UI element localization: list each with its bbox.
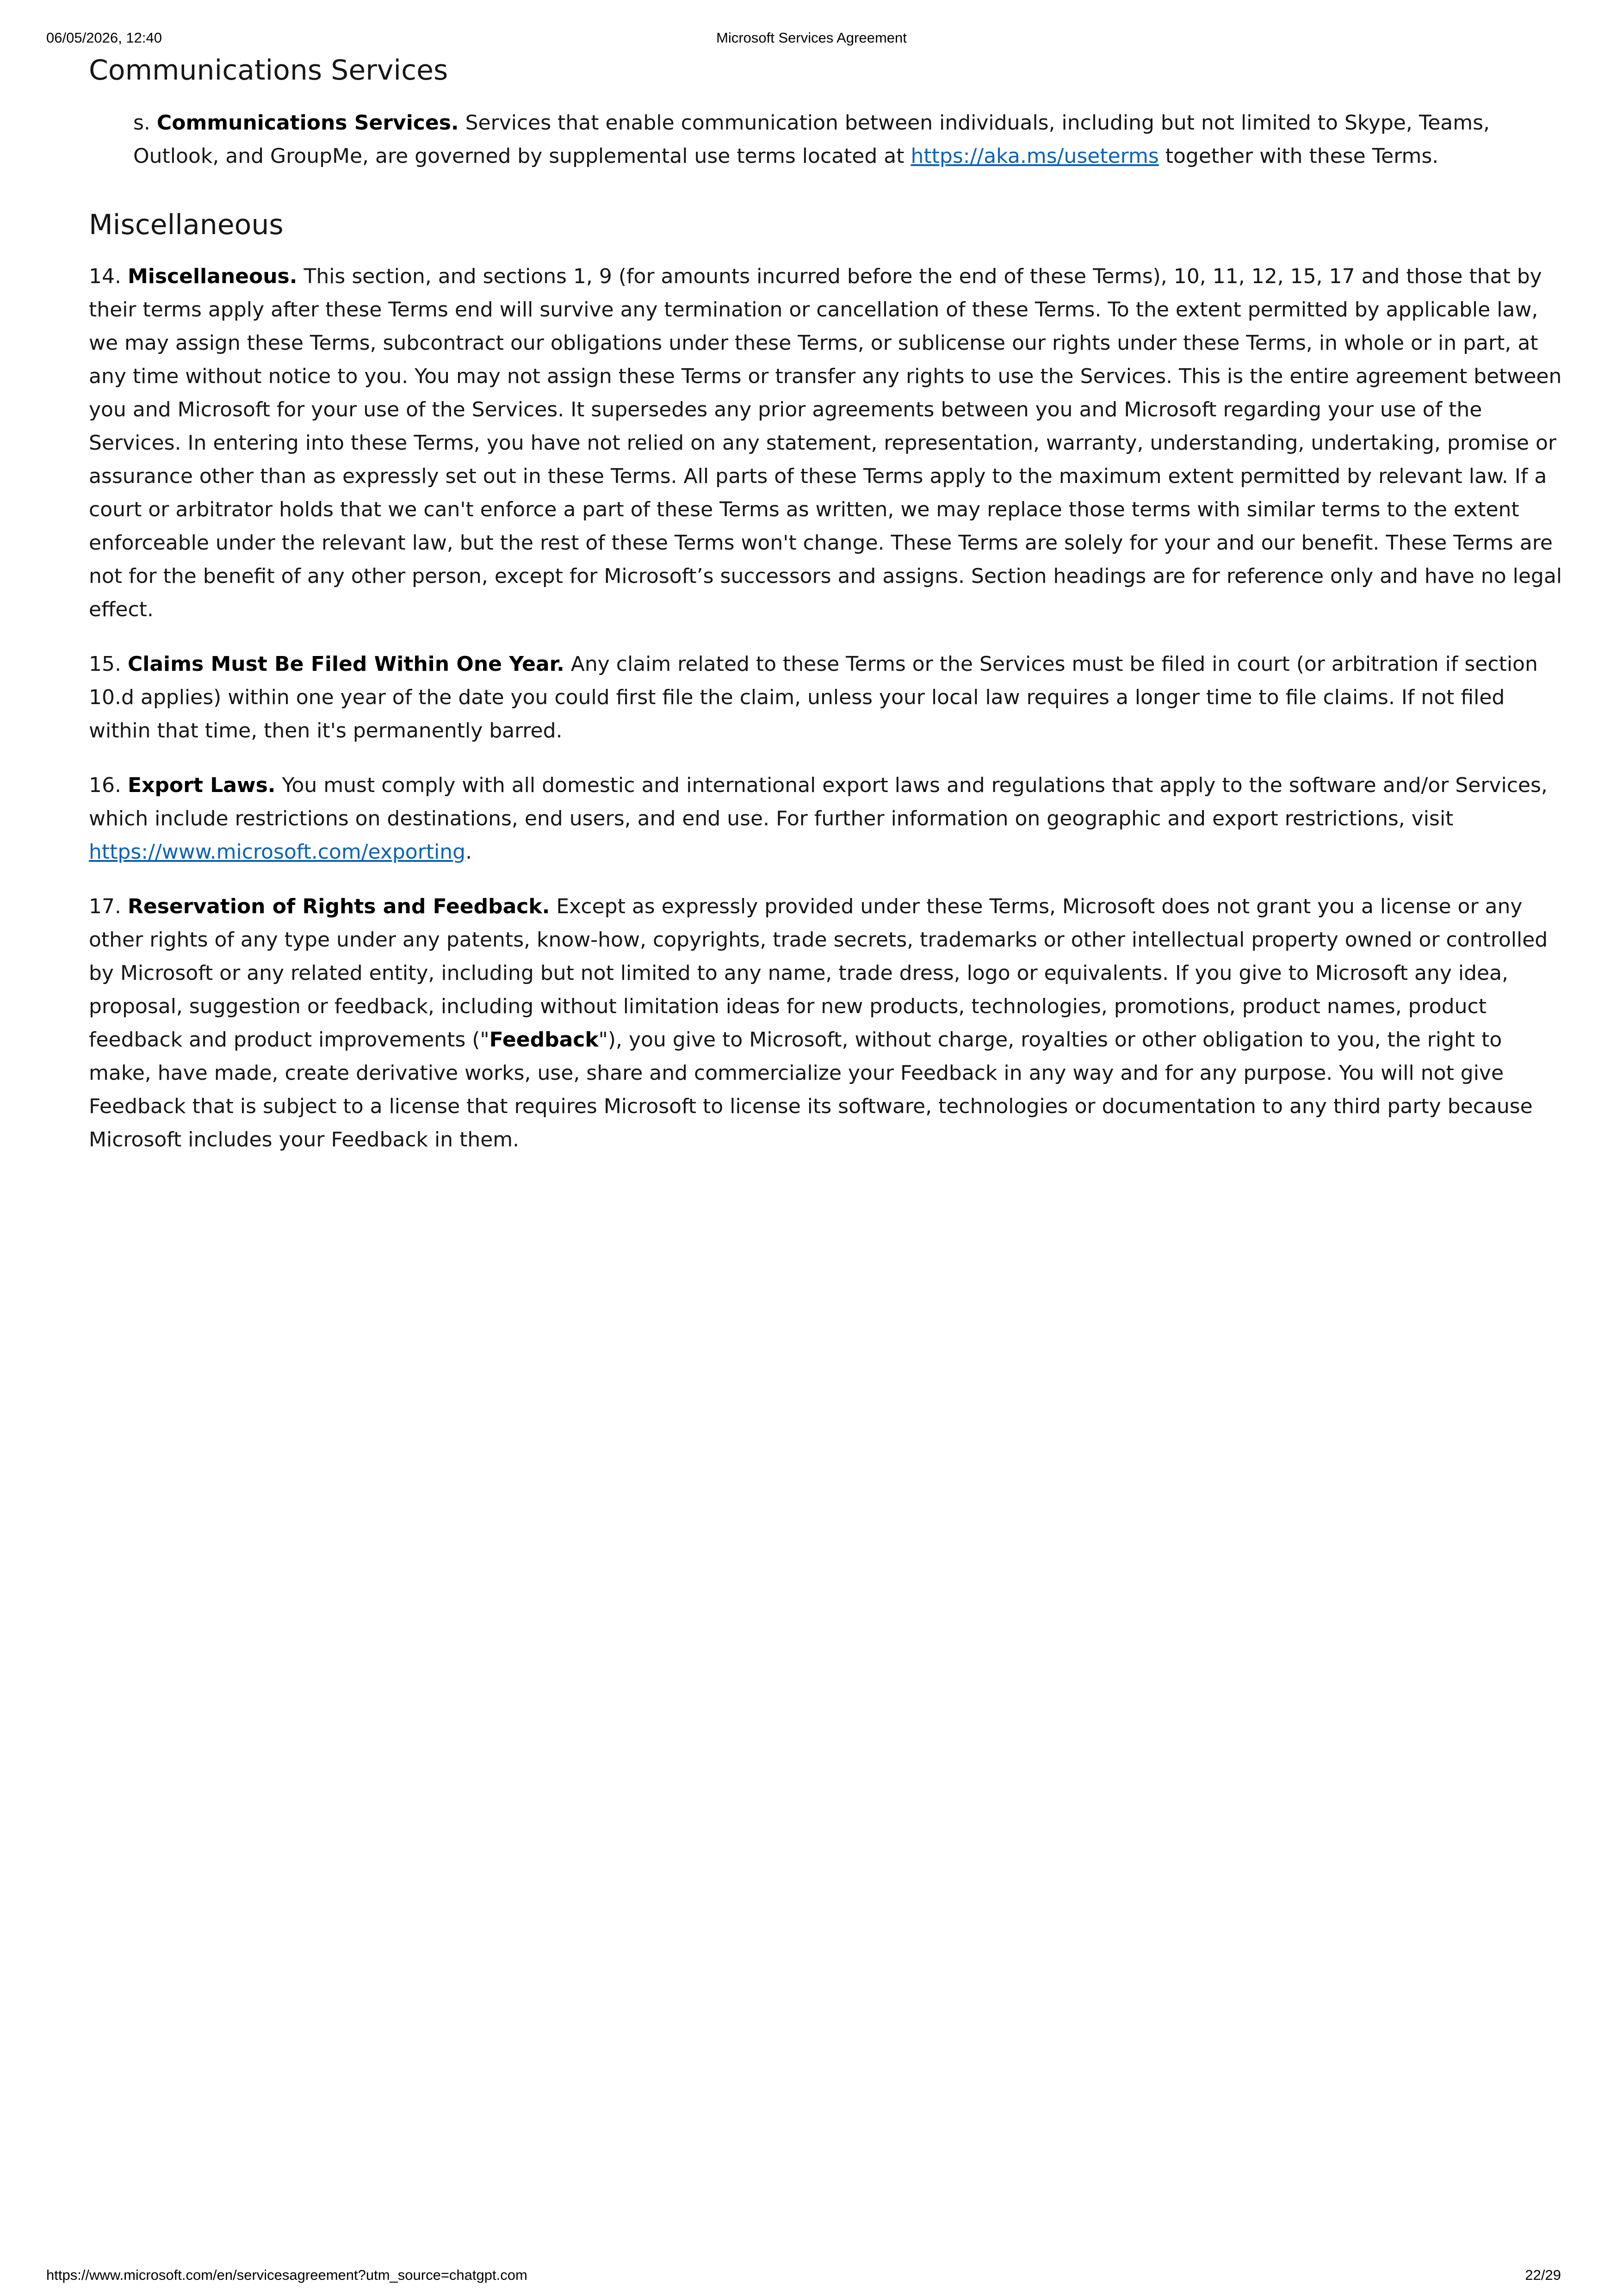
clause-marker: 16. <box>89 774 121 797</box>
clause-text: . <box>465 840 472 864</box>
feedback-term: Feedback <box>489 1028 599 1052</box>
clause-text: "), you give to Microsoft, without charge, royalties or other obligation to you, the right to make, have made, create derivative works, use, share and commercialize your Feedback in any way and for any purpose. You will not give Feedback that is subject to a license that requires Microsoft to license its software, technologies or documentation to any third party because Microsoft includes your Feedback in them. <box>89 1028 1533 1151</box>
clause-marker: s. <box>133 111 150 135</box>
clause-text: This section, and sections 1, 9 (for amounts incurred before the end of these Terms), 10, 11, 12, 15, 17 and those that by their terms apply after these Terms end will survive any termination or cancellation of these Terms. To the extent permitted by applicable law, we may assign these Terms, subcontract our obligations under these Terms, or sublicense our rights under these Terms, in whole or in part, at any time without notice to you. You may not assign these Terms or transfer any rights to use the Services. This is the entire agreement between you and Microsoft for your use of the Services. It supersedes any prior agreements between you and Microsoft regarding your use of the Services. In entering into these Terms, you have not relied on any statement, representation, warranty, understanding, undertaking, promise or assurance other than as expressly set out in these Terms. All parts of these Terms apply to the maximum extent permitted by relevant law. If a court or arbitrator holds that we can't enforce a part of these Terms as written, we may replace those terms with similar terms to the extent enforceable under the relevant law, but the rest of these Terms won't change. These Terms are solely for your and our benefit. These Terms are not for the benefit of any other person, except for Microsoft’s successors and assigns. Section headings are for reference only and have no legal effect. <box>89 265 1562 621</box>
clause-title: Miscellaneous. <box>127 265 297 288</box>
clause-title: Communications Services. <box>156 111 459 135</box>
clause-title: Reservation of Rights and Feedback. <box>127 895 550 918</box>
section-heading-communications: Communications Services <box>89 54 448 87</box>
clause-text: Services that enable communication between individuals, including but not limited to Skype, Teams, Outlook, and GroupMe, are governed by supplemental use terms located at <box>133 111 1490 168</box>
clause-marker: 15. <box>89 652 121 676</box>
document-content <box>89 51 1565 1178</box>
useterms-link[interactable]: https://aka.ms/useterms <box>911 144 1159 168</box>
clause-text: Except as expressly provided under these Terms, Microsoft does not grant you a license or any other rights of any type under any patents, know-how, copyrights, trade secrets, trademarks or other intellectual property owned or controlled by Microsoft or any related entity, including but not limited to any name, trade dress, logo or equivalents. If you give to Microsoft any idea, proposal, suggestion or feedback, including without limitation ideas for new products, technologies, promotions, product names, product feedback and product improvements (" <box>89 895 1548 1052</box>
clause-title: Claims Must Be Filed Within One Year. <box>127 652 564 676</box>
clause-text: You must comply with all domestic and international export laws and regulations that apply to the software and/or Services, which include restrictions on destinations, end users, and end use. For further information on geographic and export restrictions, visit <box>89 774 1548 830</box>
clause-marker: 17. <box>89 895 121 918</box>
clause-17-reservation-of-rights <box>89 890 1565 1157</box>
clause-16-export-laws <box>89 769 1565 869</box>
clause-15-claims <box>89 648 1565 748</box>
clause-title: Export Laws. <box>127 774 276 797</box>
clause-s-communications-services <box>133 106 1565 173</box>
section-heading-miscellaneous: Miscellaneous <box>89 209 284 241</box>
print-footer <box>46 2267 1577 2285</box>
print-header <box>46 30 1577 48</box>
print-page-number: 22/29 <box>1525 2267 1561 2283</box>
exporting-link[interactable]: https://www.microsoft.com/exporting <box>89 840 466 864</box>
print-datetime: 06/05/2026, 12:40 <box>46 30 162 46</box>
clause-text: Any claim related to these Terms or the Services must be filed in court (or arbitration if section 10.d applies) within one year of the date you could first file the claim, unless your local law requires a longer time to file claims. If not filed within that time, then it's permanently barred. <box>89 652 1538 743</box>
clause-marker: 14. <box>89 265 121 288</box>
clause-text: together with these Terms. <box>1158 144 1439 168</box>
print-page-title: Microsoft Services Agreement <box>716 30 907 46</box>
print-url: https://www.microsoft.com/en/servicesagreement?utm_source=chatgpt.com <box>46 2267 527 2283</box>
clause-14-miscellaneous <box>89 260 1565 626</box>
